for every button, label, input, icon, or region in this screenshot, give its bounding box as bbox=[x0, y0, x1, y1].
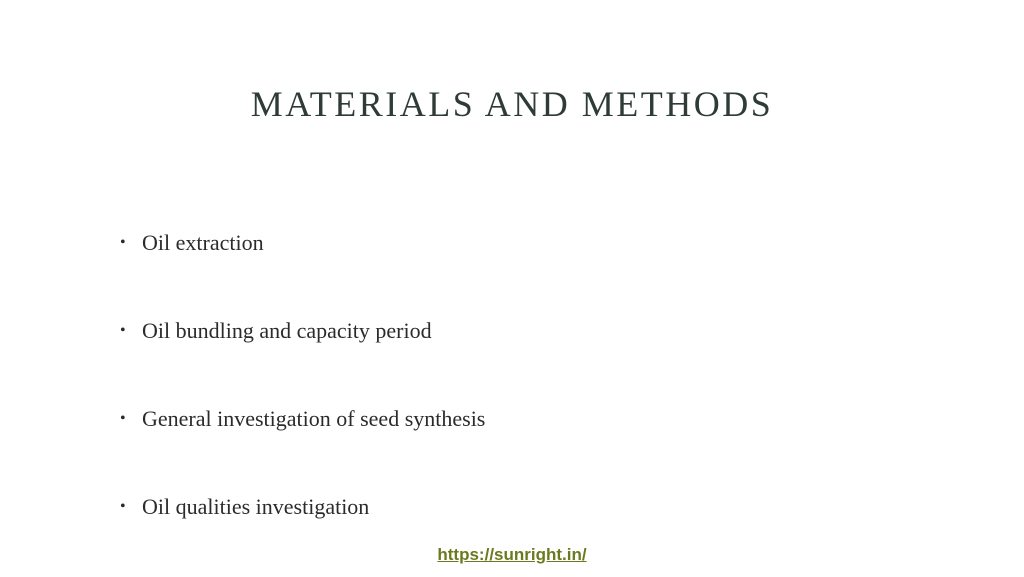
bullet-text: Oil extraction bbox=[142, 230, 264, 255]
bullet-text: Oil qualities investigation bbox=[142, 494, 370, 519]
bullet-icon: • bbox=[120, 322, 126, 339]
bullet-icon: • bbox=[120, 234, 126, 251]
list-item bbox=[120, 401, 485, 437]
bullet-text: General investigation of seed synthesis bbox=[142, 406, 486, 431]
slide-title: MATERIALS AND METHODS bbox=[250, 84, 774, 124]
list-item bbox=[120, 225, 485, 261]
bullet-icon: • bbox=[120, 498, 126, 515]
footer-link[interactable]: https://sunright.in/ bbox=[437, 545, 587, 564]
bullet-icon: • bbox=[120, 410, 126, 427]
list-item bbox=[120, 313, 485, 349]
list-item bbox=[120, 489, 485, 525]
bullet-text: Oil bundling and capacity period bbox=[142, 318, 432, 343]
bullet-list bbox=[120, 225, 485, 577]
